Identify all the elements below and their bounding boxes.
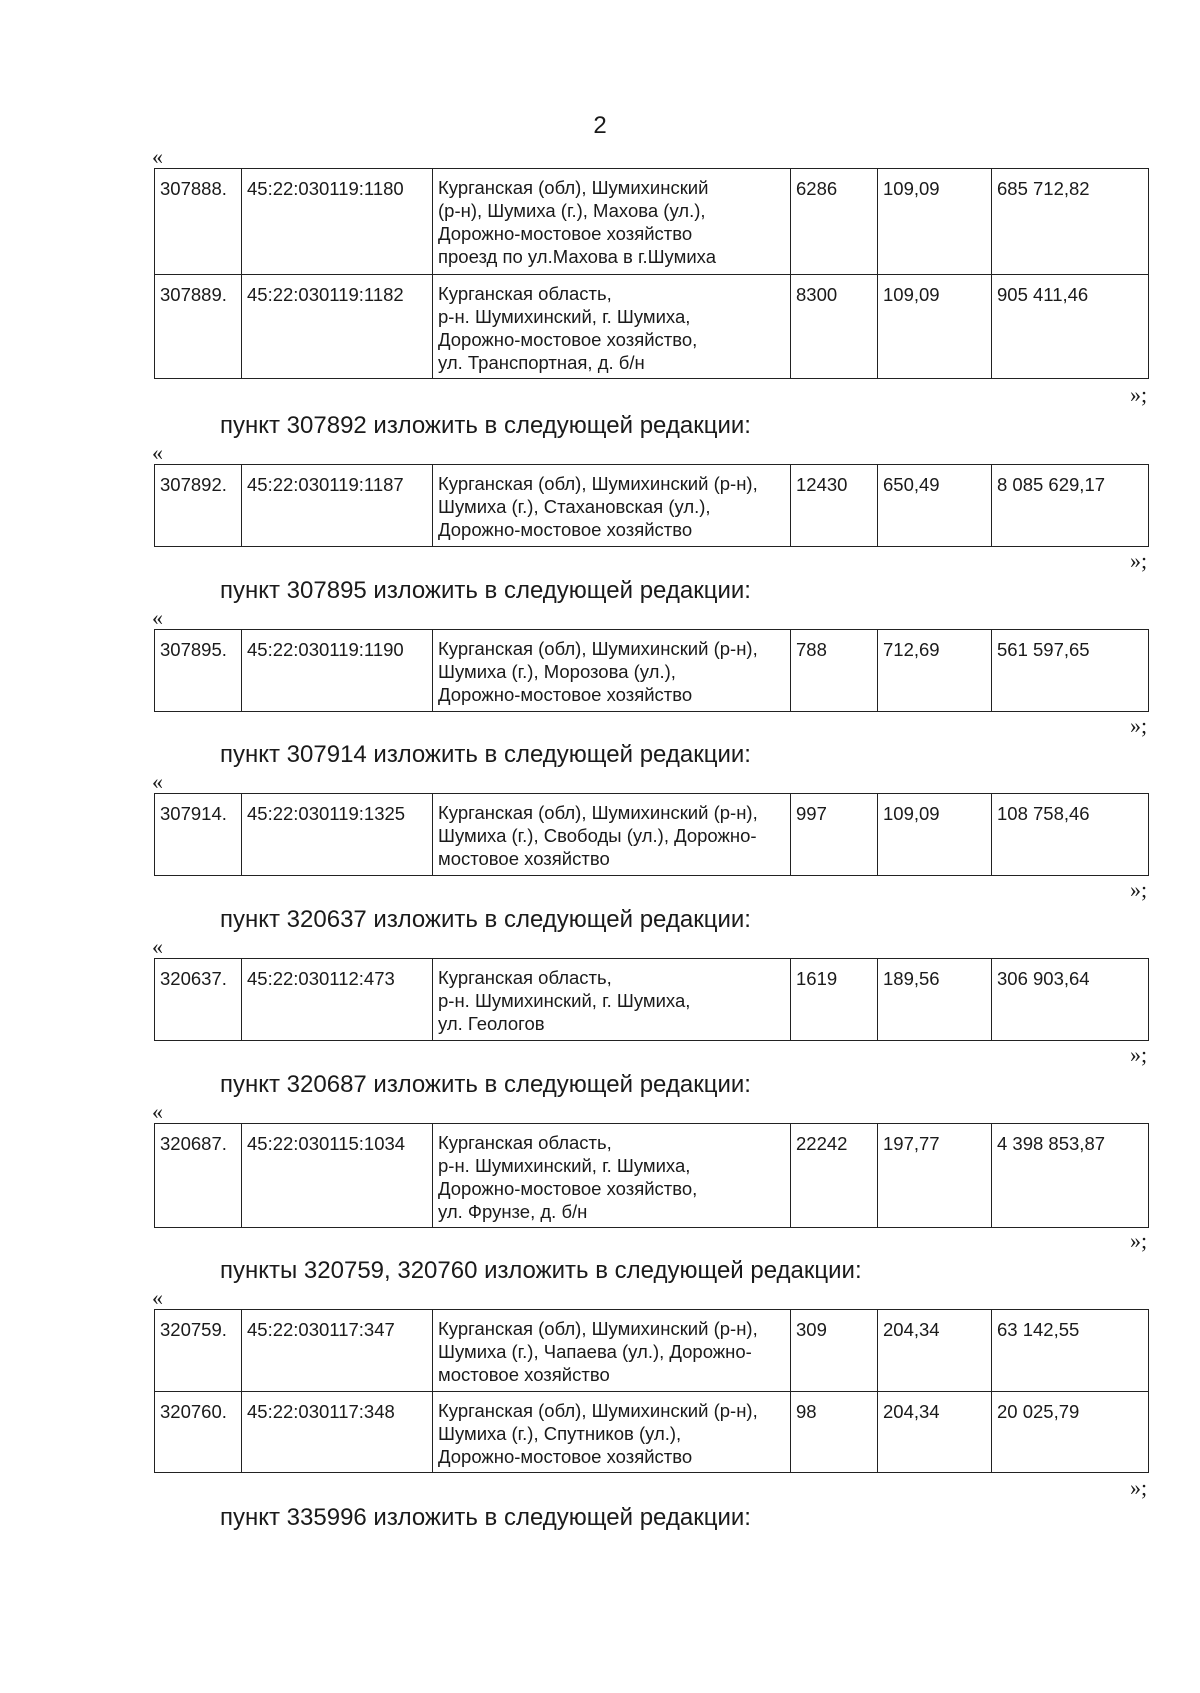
page-number: 2	[593, 112, 607, 139]
table-row	[155, 169, 1149, 275]
cadastral-value: 685 712,82	[992, 169, 1149, 275]
table-row	[155, 959, 1149, 1041]
closing-quote: »;	[1130, 1042, 1148, 1067]
entry-number: 307889.	[155, 275, 242, 379]
address: Курганская область, р-н. Шумихинский, г. Шумиха, ул. Геологов	[433, 959, 791, 1041]
opening-quote: «	[152, 769, 163, 794]
entry-number: 307914.	[155, 794, 242, 876]
entry-table	[154, 1309, 1149, 1473]
closing-quote: »;	[1130, 877, 1148, 902]
address: Курганская (обл), Шумихинский (р-н), Шумиха (г.), Морозова (ул.), Дорожно-мостовое хозяйство	[433, 630, 791, 712]
cadastral-number: 45:22:030115:1034	[242, 1124, 433, 1228]
cadastral-number: 45:22:030119:1182	[242, 275, 433, 379]
cadastral-value: 905 411,46	[992, 275, 1149, 379]
closing-quote: »;	[1130, 1228, 1148, 1253]
cadastral-value: 561 597,65	[992, 630, 1149, 712]
cadastral-value: 63 142,55	[992, 1310, 1149, 1392]
entry-number: 320687.	[155, 1124, 242, 1228]
rate: 109,09	[878, 794, 992, 876]
rate: 109,09	[878, 169, 992, 275]
area: 1619	[791, 959, 878, 1041]
amendment-instruction: пункт 307892 изложить в следующей редакции:	[220, 412, 751, 439]
address: Курганская (обл), Шумихинский (р-н), Шумиха (г.), Свободы (ул.), Дорожно- мостовое хозяйство	[433, 794, 791, 876]
cadastral-number: 45:22:030119:1187	[242, 465, 433, 547]
table-row	[155, 1392, 1149, 1473]
amendment-instruction: пункты 320759, 320760 изложить в следующей редакции:	[220, 1257, 862, 1284]
amendment-instruction: пункт 335996 изложить в следующей редакции:	[220, 1504, 751, 1531]
area: 6286	[791, 169, 878, 275]
closing-quote: »;	[1130, 1475, 1148, 1500]
amendment-instruction: пункт 320687 изложить в следующей редакции:	[220, 1071, 751, 1098]
opening-quote: «	[152, 605, 163, 630]
area: 8300	[791, 275, 878, 379]
entry-number: 307895.	[155, 630, 242, 712]
entry-number: 320759.	[155, 1310, 242, 1392]
address: Курганская (обл), Шумихинский (р-н), Шумиха (г.), Чапаева (ул.), Дорожно- мостовое хозяйство	[433, 1310, 791, 1392]
entry-number: 307888.	[155, 169, 242, 275]
cadastral-value: 306 903,64	[992, 959, 1149, 1041]
address: Курганская (обл), Шумихинский (р-н), Шумиха (г.), Спутников (ул.), Дорожно-мостовое хозяйство	[433, 1392, 791, 1473]
entry-table	[154, 793, 1149, 876]
rate: 204,34	[878, 1392, 992, 1473]
rate: 189,56	[878, 959, 992, 1041]
cadastral-value: 4 398 853,87	[992, 1124, 1149, 1228]
area: 788	[791, 630, 878, 712]
cadastral-number: 45:22:030117:347	[242, 1310, 433, 1392]
area: 12430	[791, 465, 878, 547]
address: Курганская область, р-н. Шумихинский, г. Шумиха, Дорожно-мостовое хозяйство, ул. Фрунзе, д. б/н	[433, 1124, 791, 1228]
opening-quote: «	[152, 144, 163, 169]
closing-quote: »;	[1130, 382, 1148, 407]
area: 22242	[791, 1124, 878, 1228]
amendment-instruction: пункт 307895 изложить в следующей редакции:	[220, 577, 751, 604]
entry-table	[154, 168, 1149, 379]
opening-quote: «	[152, 934, 163, 959]
amendment-instruction: пункт 307914 изложить в следующей редакции:	[220, 741, 751, 768]
cadastral-value: 20 025,79	[992, 1392, 1149, 1473]
rate: 197,77	[878, 1124, 992, 1228]
opening-quote: «	[152, 1099, 163, 1124]
cadastral-number: 45:22:030112:473	[242, 959, 433, 1041]
closing-quote: »;	[1130, 713, 1148, 738]
rate: 712,69	[878, 630, 992, 712]
opening-quote: «	[152, 1285, 163, 1310]
area: 997	[791, 794, 878, 876]
cadastral-number: 45:22:030119:1325	[242, 794, 433, 876]
table-row	[155, 794, 1149, 876]
rate: 204,34	[878, 1310, 992, 1392]
cadastral-number: 45:22:030117:348	[242, 1392, 433, 1473]
table-row	[155, 275, 1149, 379]
table-row	[155, 1124, 1149, 1228]
entry-number: 307892.	[155, 465, 242, 547]
closing-quote: »;	[1130, 548, 1148, 573]
opening-quote: «	[152, 440, 163, 465]
table-row	[155, 465, 1149, 547]
entry-table	[154, 958, 1149, 1041]
rate: 650,49	[878, 465, 992, 547]
address: Курганская (обл), Шумихинский (р-н), Шумиха (г.), Махова (ул.), Дорожно-мостовое хозяйство проезд по ул.Махова в г.Шумиха	[433, 169, 791, 275]
address: Курганская (обл), Шумихинский (р-н), Шумиха (г.), Стахановская (ул.), Дорожно-мостовое хозяйство	[433, 465, 791, 547]
entry-table	[154, 464, 1149, 547]
cadastral-number: 45:22:030119:1180	[242, 169, 433, 275]
rate: 109,09	[878, 275, 992, 379]
area: 98	[791, 1392, 878, 1473]
cadastral-value: 8 085 629,17	[992, 465, 1149, 547]
entry-table	[154, 629, 1149, 712]
entry-number: 320637.	[155, 959, 242, 1041]
amendment-instruction: пункт 320637 изложить в следующей редакции:	[220, 906, 751, 933]
cadastral-number: 45:22:030119:1190	[242, 630, 433, 712]
entry-number: 320760.	[155, 1392, 242, 1473]
address: Курганская область, р-н. Шумихинский, г. Шумиха, Дорожно-мостовое хозяйство, ул. Транспортная, д. б/н	[433, 275, 791, 379]
entry-table	[154, 1123, 1149, 1228]
table-row	[155, 1310, 1149, 1392]
cadastral-value: 108 758,46	[992, 794, 1149, 876]
table-row	[155, 630, 1149, 712]
area: 309	[791, 1310, 878, 1392]
